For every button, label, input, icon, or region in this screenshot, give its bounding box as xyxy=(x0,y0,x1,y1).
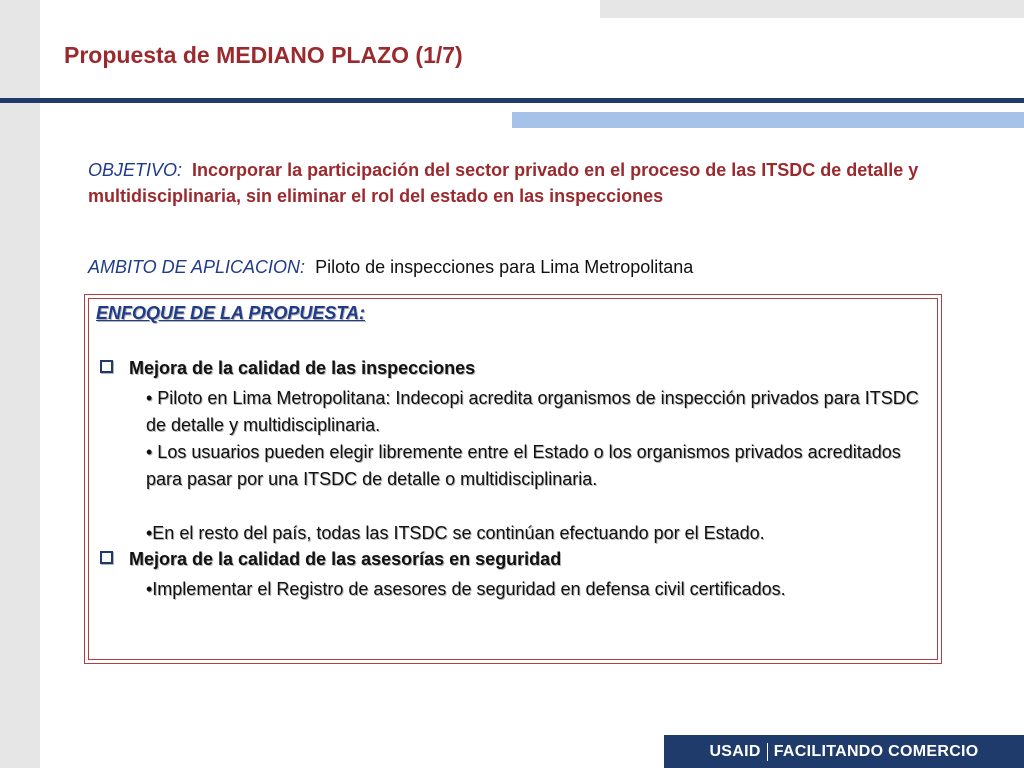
objetivo-label: OBJETIVO: xyxy=(88,160,183,180)
bullet-heading-asesorias xyxy=(100,549,561,570)
sub-item-usuarios: • Los usuarios pueden elegir libremente entre el Estado o los organismos privados acreditados para pasar por una ITSDC de detalle o multidisciplinaria. xyxy=(146,442,901,489)
top-right-gray-block xyxy=(600,0,1024,18)
sub-item-resto-pais: •En el resto del país, todas las ITSDC se continúan efectuando por el Estado. xyxy=(146,523,765,543)
ambito-label: AMBITO DE APLICACION: xyxy=(88,257,306,277)
footer-facilitando: FACILITANDO COMERCIO xyxy=(773,742,979,760)
bullet-heading-text: Mejora de la calidad de las inspecciones xyxy=(129,358,476,378)
objetivo-text: Incorporar la participación del sector privado en el proceso de las ITSDC de detalle y multidisciplinaria, sin eliminar el rol del estado en las inspecciones xyxy=(88,160,919,206)
bullet-heading-text: Mejora de la calidad de las asesorías en seguridad xyxy=(129,549,562,569)
square-bullet-icon xyxy=(100,551,113,564)
sub-item-registro: •Implementar el Registro de asesores de seguridad en defensa civil certificados. xyxy=(146,579,786,599)
objetivo-paragraph xyxy=(88,157,958,209)
header-rule-light-blue xyxy=(512,112,1024,128)
left-gray-strip xyxy=(0,0,40,768)
header-rule-navy xyxy=(0,98,1024,103)
slide-title: Propuesta de MEDIANO PLAZO (1/7) xyxy=(64,42,463,68)
footer-usaid: USAID xyxy=(709,742,761,760)
bullet-heading-inspecciones xyxy=(100,358,475,379)
enfoque-title: ENFOQUE DE LA PROPUESTA: xyxy=(96,303,366,323)
sub-item-piloto: • Piloto en Lima Metropolitana: Indecopi acredita organismos de inspección privados para ITSDC de detalle y multidisciplinaria. xyxy=(146,388,919,435)
footer-separator xyxy=(767,743,768,761)
square-bullet-icon xyxy=(100,360,113,373)
ambito-paragraph xyxy=(88,254,958,280)
ambito-text: Piloto de inspecciones para Lima Metropolitana xyxy=(315,257,694,277)
footer-logo-bar xyxy=(664,735,1024,768)
